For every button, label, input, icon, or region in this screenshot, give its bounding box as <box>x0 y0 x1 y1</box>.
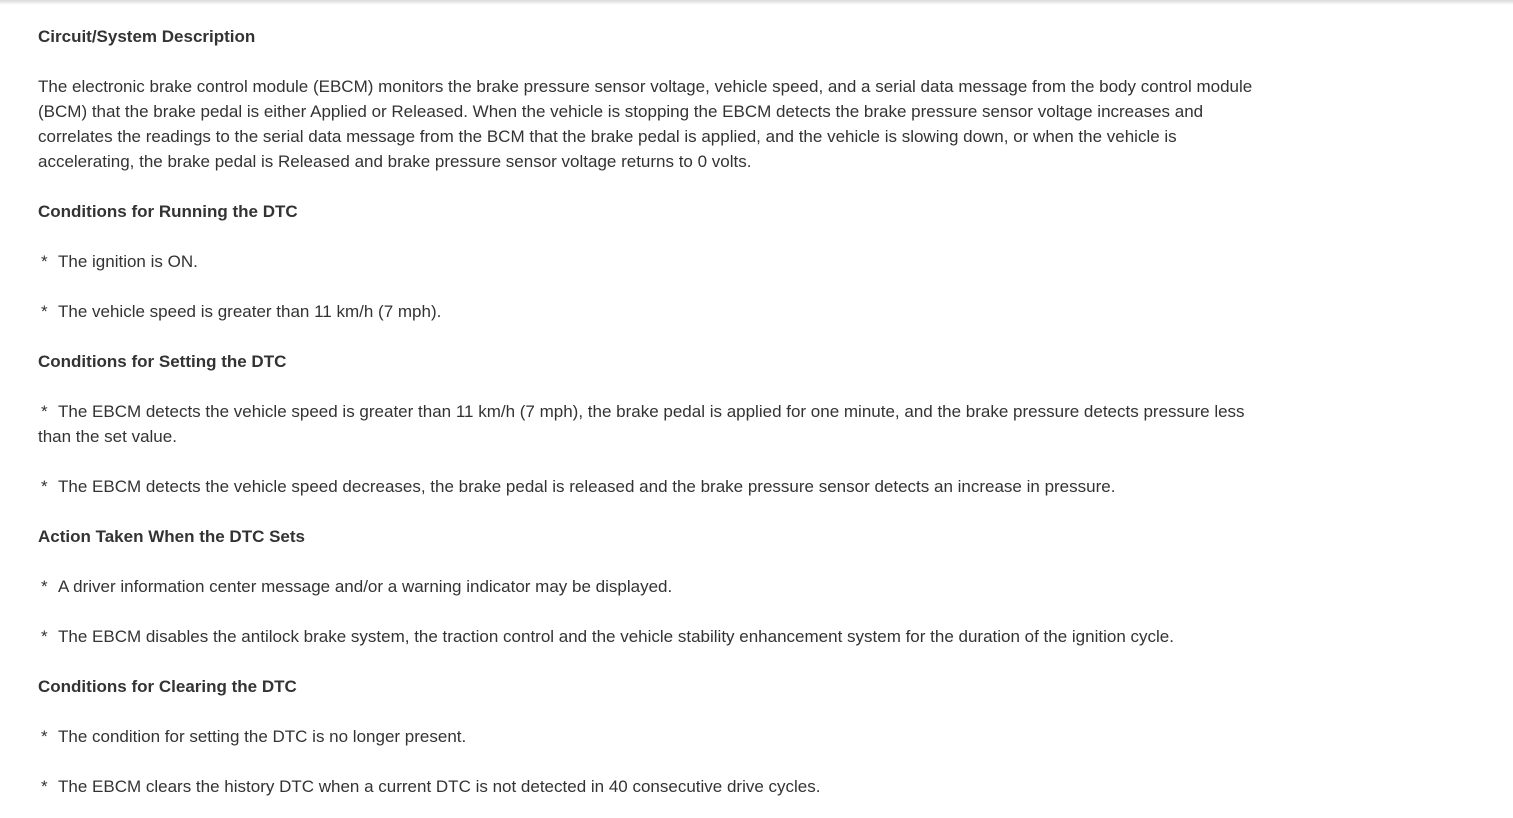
section-heading: Conditions for Running the DTC <box>38 202 298 221</box>
top-bar-shadow <box>0 0 1513 5</box>
list-item <box>38 399 1268 449</box>
list-item-text: The condition for setting the DTC is no longer present. <box>58 727 467 746</box>
section-heading: Action Taken When the DTC Sets <box>38 527 305 546</box>
list-item-text: The EBCM clears the history DTC when a current DTC is not detected in 40 consecutive drive cycles. <box>58 777 821 796</box>
bullet-marker: * <box>41 777 48 796</box>
section-heading: Conditions for Clearing the DTC <box>38 677 297 696</box>
list-item-text: The EBCM detects the vehicle speed is greater than 11 km/h (7 mph), the brake pedal is applied for one minute, and the brake pressure detects pressure less than the set value. <box>38 402 1245 446</box>
list-item-text: A driver information center message and/or a warning indicator may be displayed. <box>58 577 673 596</box>
list-item <box>38 249 1268 274</box>
bullet-marker: * <box>41 577 48 596</box>
bullet-marker: * <box>41 302 48 321</box>
bullet-marker: * <box>41 402 48 421</box>
bullet-marker: * <box>41 252 48 271</box>
list-item-text: The ignition is ON. <box>58 252 198 271</box>
list-item-text: The EBCM disables the antilock brake system, the traction control and the vehicle stability enhancement system for the duration of the ignition cycle. <box>58 627 1174 646</box>
section-heading: Conditions for Setting the DTC <box>38 352 287 371</box>
bullet-marker: * <box>41 727 48 746</box>
list-item <box>38 774 1268 799</box>
list-item-text: The vehicle speed is greater than 11 km/h (7 mph). <box>58 302 442 321</box>
section-heading: Circuit/System Description <box>38 27 256 46</box>
list-item <box>38 624 1268 649</box>
bullet-marker: * <box>41 627 48 646</box>
list-item <box>38 474 1268 499</box>
list-item <box>38 574 1268 599</box>
list-item <box>38 299 1268 324</box>
list-item-text: The EBCM detects the vehicle speed decreases, the brake pedal is released and the brake pressure sensor detects an increase in pressure. <box>58 477 1116 496</box>
list-item <box>38 724 1268 749</box>
section-paragraph: The electronic brake control module (EBCM) monitors the brake pressure sensor voltage, vehicle speed, and a serial data message from the body control module (BCM) that the brake pedal is either Applied or Released. When the vehicle is stopping the EBCM detects the brake pressure sensor voltage increases and correlates the readings to the serial data message from the BCM that the brake pedal is applied, and the vehicle is slowing down, or when the vehicle is accelerating, the brake pedal is Released and brake pressure sensor voltage returns to 0 volts. <box>38 77 1253 171</box>
bullet-marker: * <box>41 477 48 496</box>
document-content <box>38 24 1268 799</box>
